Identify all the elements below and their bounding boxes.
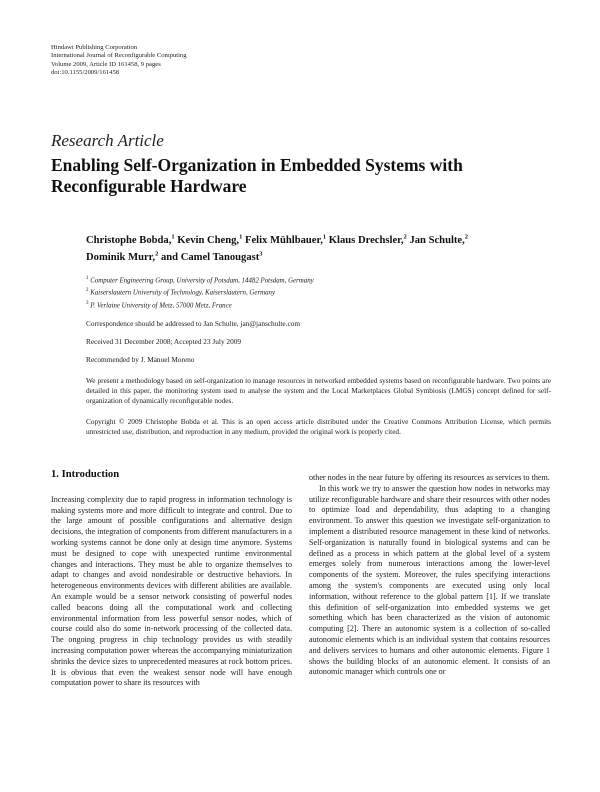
article-type: Research Article [51, 131, 164, 150]
affiliation: $^2$ Kaiserslautern University of Technology, Kaiserslautern, Germany [86, 288, 276, 297]
abstract: We present a methodology based on self-organization to manage resources in networked embedded systems based on reconfigurable hardware. Two points are detailed in this paper, the monitoring system used to analyse the system and the Local Marketplaces Global Symbiosis (LMGS) concept defined for self-organization of dynamically reconfigurable nodes. [86, 375, 551, 405]
affiliation: $^1$ Computer Engineering Group, University of Potsdam, 14482 Potsdam, Germany [86, 276, 314, 285]
author: and Camel Tanougast$^3$ [160, 250, 263, 264]
paper-title: Enabling Self-Organization in Embedded Systems with Reconfigurable Hardware [51, 155, 463, 196]
front-matter [86, 230, 551, 437]
author: Felix Mühlbauer,$^1$ [245, 233, 327, 246]
affiliation: $^3$ P. Verlaine University of Metz, 57000 Metz, France [86, 300, 232, 309]
body-paragraph: other nodes in the near future by offering its resources as services to them. [309, 473, 550, 482]
author: Christophe Bobda,$^1$ [86, 233, 175, 246]
body-column-left [51, 470, 292, 689]
recommended-by: Recommended by J. Manuel Moreno [86, 354, 195, 364]
publisher: Hindawi Publishing Corporation [51, 44, 138, 51]
received-date: Received 31 December 2008; Accepted 23 July 2009 [86, 336, 242, 346]
correspondence: Correspondence should be addressed to Jan Schulte, jan@janschulte.com [86, 318, 301, 328]
author-list [86, 230, 551, 265]
section-heading: 1. Introduction [51, 469, 120, 480]
body-paragraph: In this work we try to answer the question how nodes in networks may utilize reconfigurable hardware and share their resources with other nodes to optimize load and dependability, thus adapting to a changing environment. To answer this question we investigate self-organization to implement a distributed resource management in these kind of networks. Self-organization is naturally found in biological systems and can be defined as a process in which pattern at the global level of a system emerges solely from numerous interactions among the lower-level components of the system. Moreover, the rules specifying interactions among the system's components are executed using only local information, without reference to the global pattern [1]. If we translate this definition of self-organization into embedded systems we get something which has been characterized as the vision of autonomic computing [2]. There an autonomic system is a collection of so-called autonomic elements which is an individual system that contains resources and delivers services to humans and other autonomic elements. Figure 1 shows the building blocks of an autonomic element. It consists of an autonomic manager which controls one or [309, 483, 550, 677]
author: Klaus Drechsler,$^2$ [328, 233, 407, 246]
journal-name: International Journal of Reconfigurable Computing [51, 52, 187, 60]
volume-info: Volume 2009, Article ID 161458, 9 pages [51, 60, 161, 68]
author: Kevin Cheng,$^1$ [177, 233, 243, 246]
body-column-right [309, 473, 550, 678]
doi: doi:10.1155/2009/161458 [51, 69, 120, 77]
author: Dominik Murr,$^2$ [86, 250, 159, 264]
journal-header [51, 44, 187, 78]
author: Jan Schulte,$^2$ [409, 233, 469, 246]
affiliations [86, 274, 551, 311]
body-paragraph: Increasing complexity due to rapid progress in information technology is making systems more and more difficult to integrate and control. Due to the large amount of possible configurations and alternative design decisions, the integration of components from different manufacturers in a working systems cannot be done only at design time anymore. Systems must be designed to cope with unexpected runtime environmental changes and interactions. They must be able to organize themselves to adapt to changes and avoid nondesirable or destructive behaviors. In heterogeneous environments devices with different abilities are available. An example would be a sensor network consisting of powerful nodes called beacons doing all the computational work and collecting environmental information from less powerful sensor nodes, which of course could also do some in-network processing of the collected data. The ongoing progress in chip technology provides us with steadily increasing computation power whereas the accompanying miniaturization shrinks the device sizes to unprecedented measures at rock bottom prices. It is obvious that even the weakest sensor node will have enough computation power to share its resources with [51, 494, 292, 688]
copyright-notice: Copyright © 2009 Christophe Bobda et al. This is an open access article distributed under the Creative Commons Attribution License, which permits unrestricted use, distribution, and reproduction in any medium, provided the original work is properly cited. [86, 416, 551, 436]
